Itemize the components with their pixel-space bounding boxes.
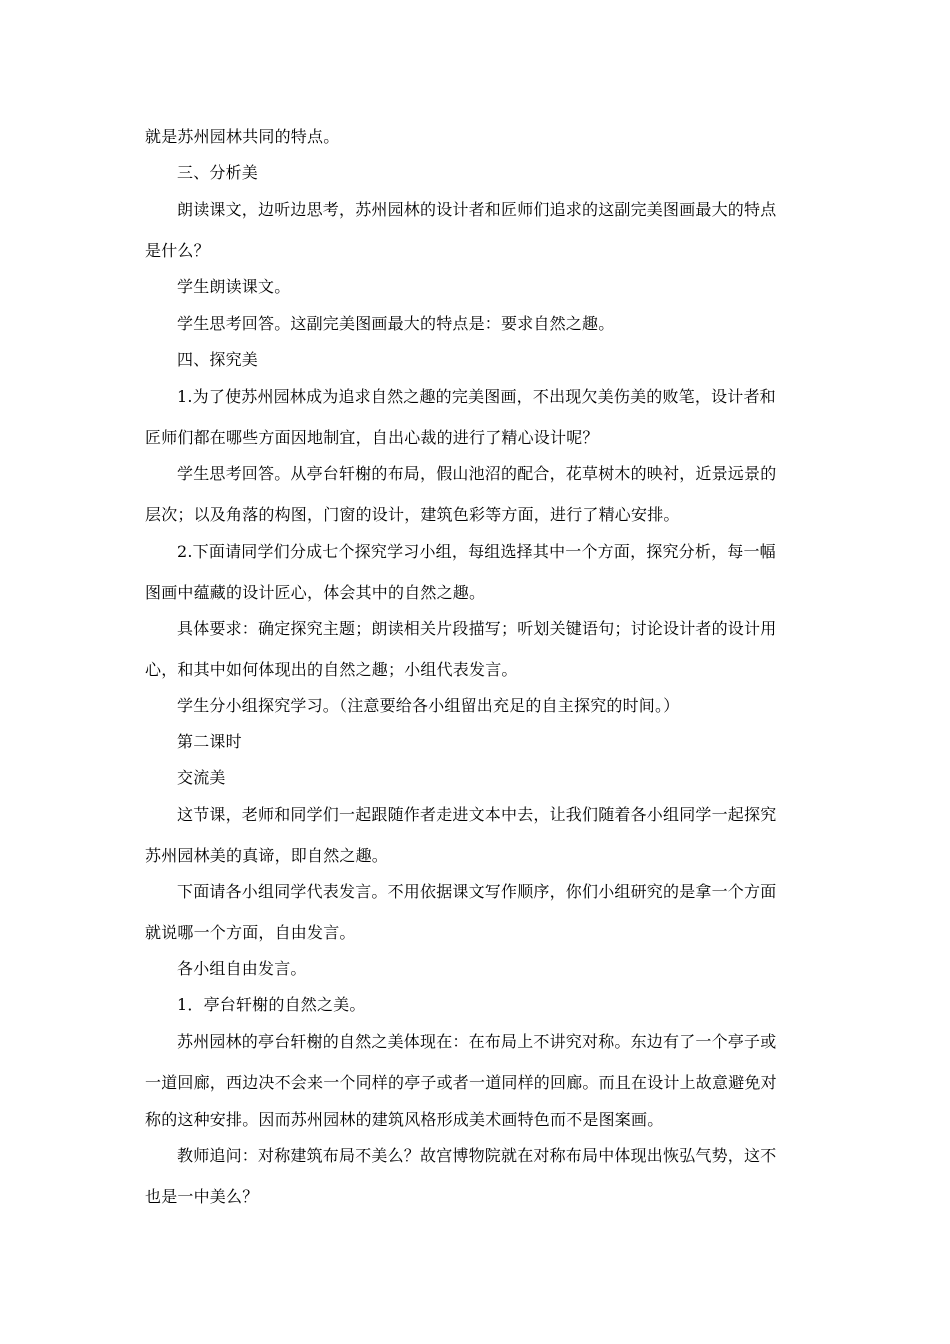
text-line: 一道回廊，西边决不会来一个同样的亭子或者一道同样的回廊。而且在设计上故意避免对 bbox=[145, 1073, 777, 1092]
section-heading: 三、分析美 bbox=[177, 163, 259, 182]
text-line: 朗读课文，边听边思考，苏州园林的设计者和匠师们追求的这副完美图画最大的特点 bbox=[177, 200, 777, 219]
text-line: 具体要求：确定探究主题；朗读相关片段描写；听划关键语句；讨论设计者的设计用 bbox=[177, 619, 777, 638]
text-line: 苏州园林美的真谛，即自然之趣。 bbox=[145, 846, 389, 865]
text-line: 就说哪一个方面，自由发言。 bbox=[145, 923, 356, 942]
text-line: 学生朗读课文。 bbox=[177, 277, 291, 296]
text-line: 学生思考回答。从亭台轩榭的布局，假山池沼的配合，花草树木的映衬，近景远景的 bbox=[177, 464, 777, 483]
text-line: 是什么？ bbox=[145, 241, 210, 260]
text-line: 2.下面请同学们分成七个探究学习小组，每组选择其中一个方面，探究分析，每一幅 bbox=[177, 542, 776, 561]
text-line: 1.为了使苏州园林成为追求自然之趣的完美图画，不出现欠美伤美的败笔，设计者和 bbox=[177, 387, 776, 406]
section-heading: 四、探究美 bbox=[177, 350, 259, 369]
text-line: 1．亭台轩榭的自然之美。 bbox=[177, 995, 366, 1014]
section-heading: 交流美 bbox=[177, 768, 226, 787]
text-line: 这节课，老师和同学们一起跟随作者走进文本中去，让我们随着各小组同学一起探究 bbox=[177, 805, 777, 824]
text-line: 学生思考回答。这副完美图画最大的特点是：要求自然之趣。 bbox=[177, 314, 615, 333]
text-line: 下面请各小组同学代表发言。不用依据课文写作顺序，你们小组研究的是拿一个方面 bbox=[177, 882, 777, 901]
text-line: 就是苏州园林共同的特点。 bbox=[145, 127, 340, 146]
section-heading: 第二课时 bbox=[177, 732, 242, 751]
text-line: 层次；以及角落的构图，门窗的设计，建筑色彩等方面，进行了精心安排。 bbox=[145, 505, 680, 524]
text-line: 图画中蕴藏的设计匠心，体会其中的自然之趣。 bbox=[145, 583, 486, 602]
text-line: 苏州园林的亭台轩榭的自然之美体现在：在布局上不讲究对称。东边有了一个亭子或 bbox=[177, 1032, 777, 1051]
text-line: 心，和其中如何体现出的自然之趣；小组代表发言。 bbox=[145, 660, 518, 679]
text-line: 各小组自由发言。 bbox=[177, 959, 307, 978]
text-line: 学生分小组探究学习。（注意要给各小组留出充足的自主探究的时间。） bbox=[177, 696, 680, 715]
text-line: 也是一中美么？ bbox=[145, 1187, 259, 1206]
text-line: 称的这种安排。因而苏州园林的建筑风格形成美术画特色而不是图案画。 bbox=[145, 1110, 664, 1129]
text-line: 教师追问：对称建筑布局不美么？故宫博物院就在对称布局中体现出恢弘气势，这不 bbox=[177, 1146, 777, 1165]
text-line: 匠师们都在哪些方面因地制宜，自出心裁的进行了精心设计呢？ bbox=[145, 428, 599, 447]
